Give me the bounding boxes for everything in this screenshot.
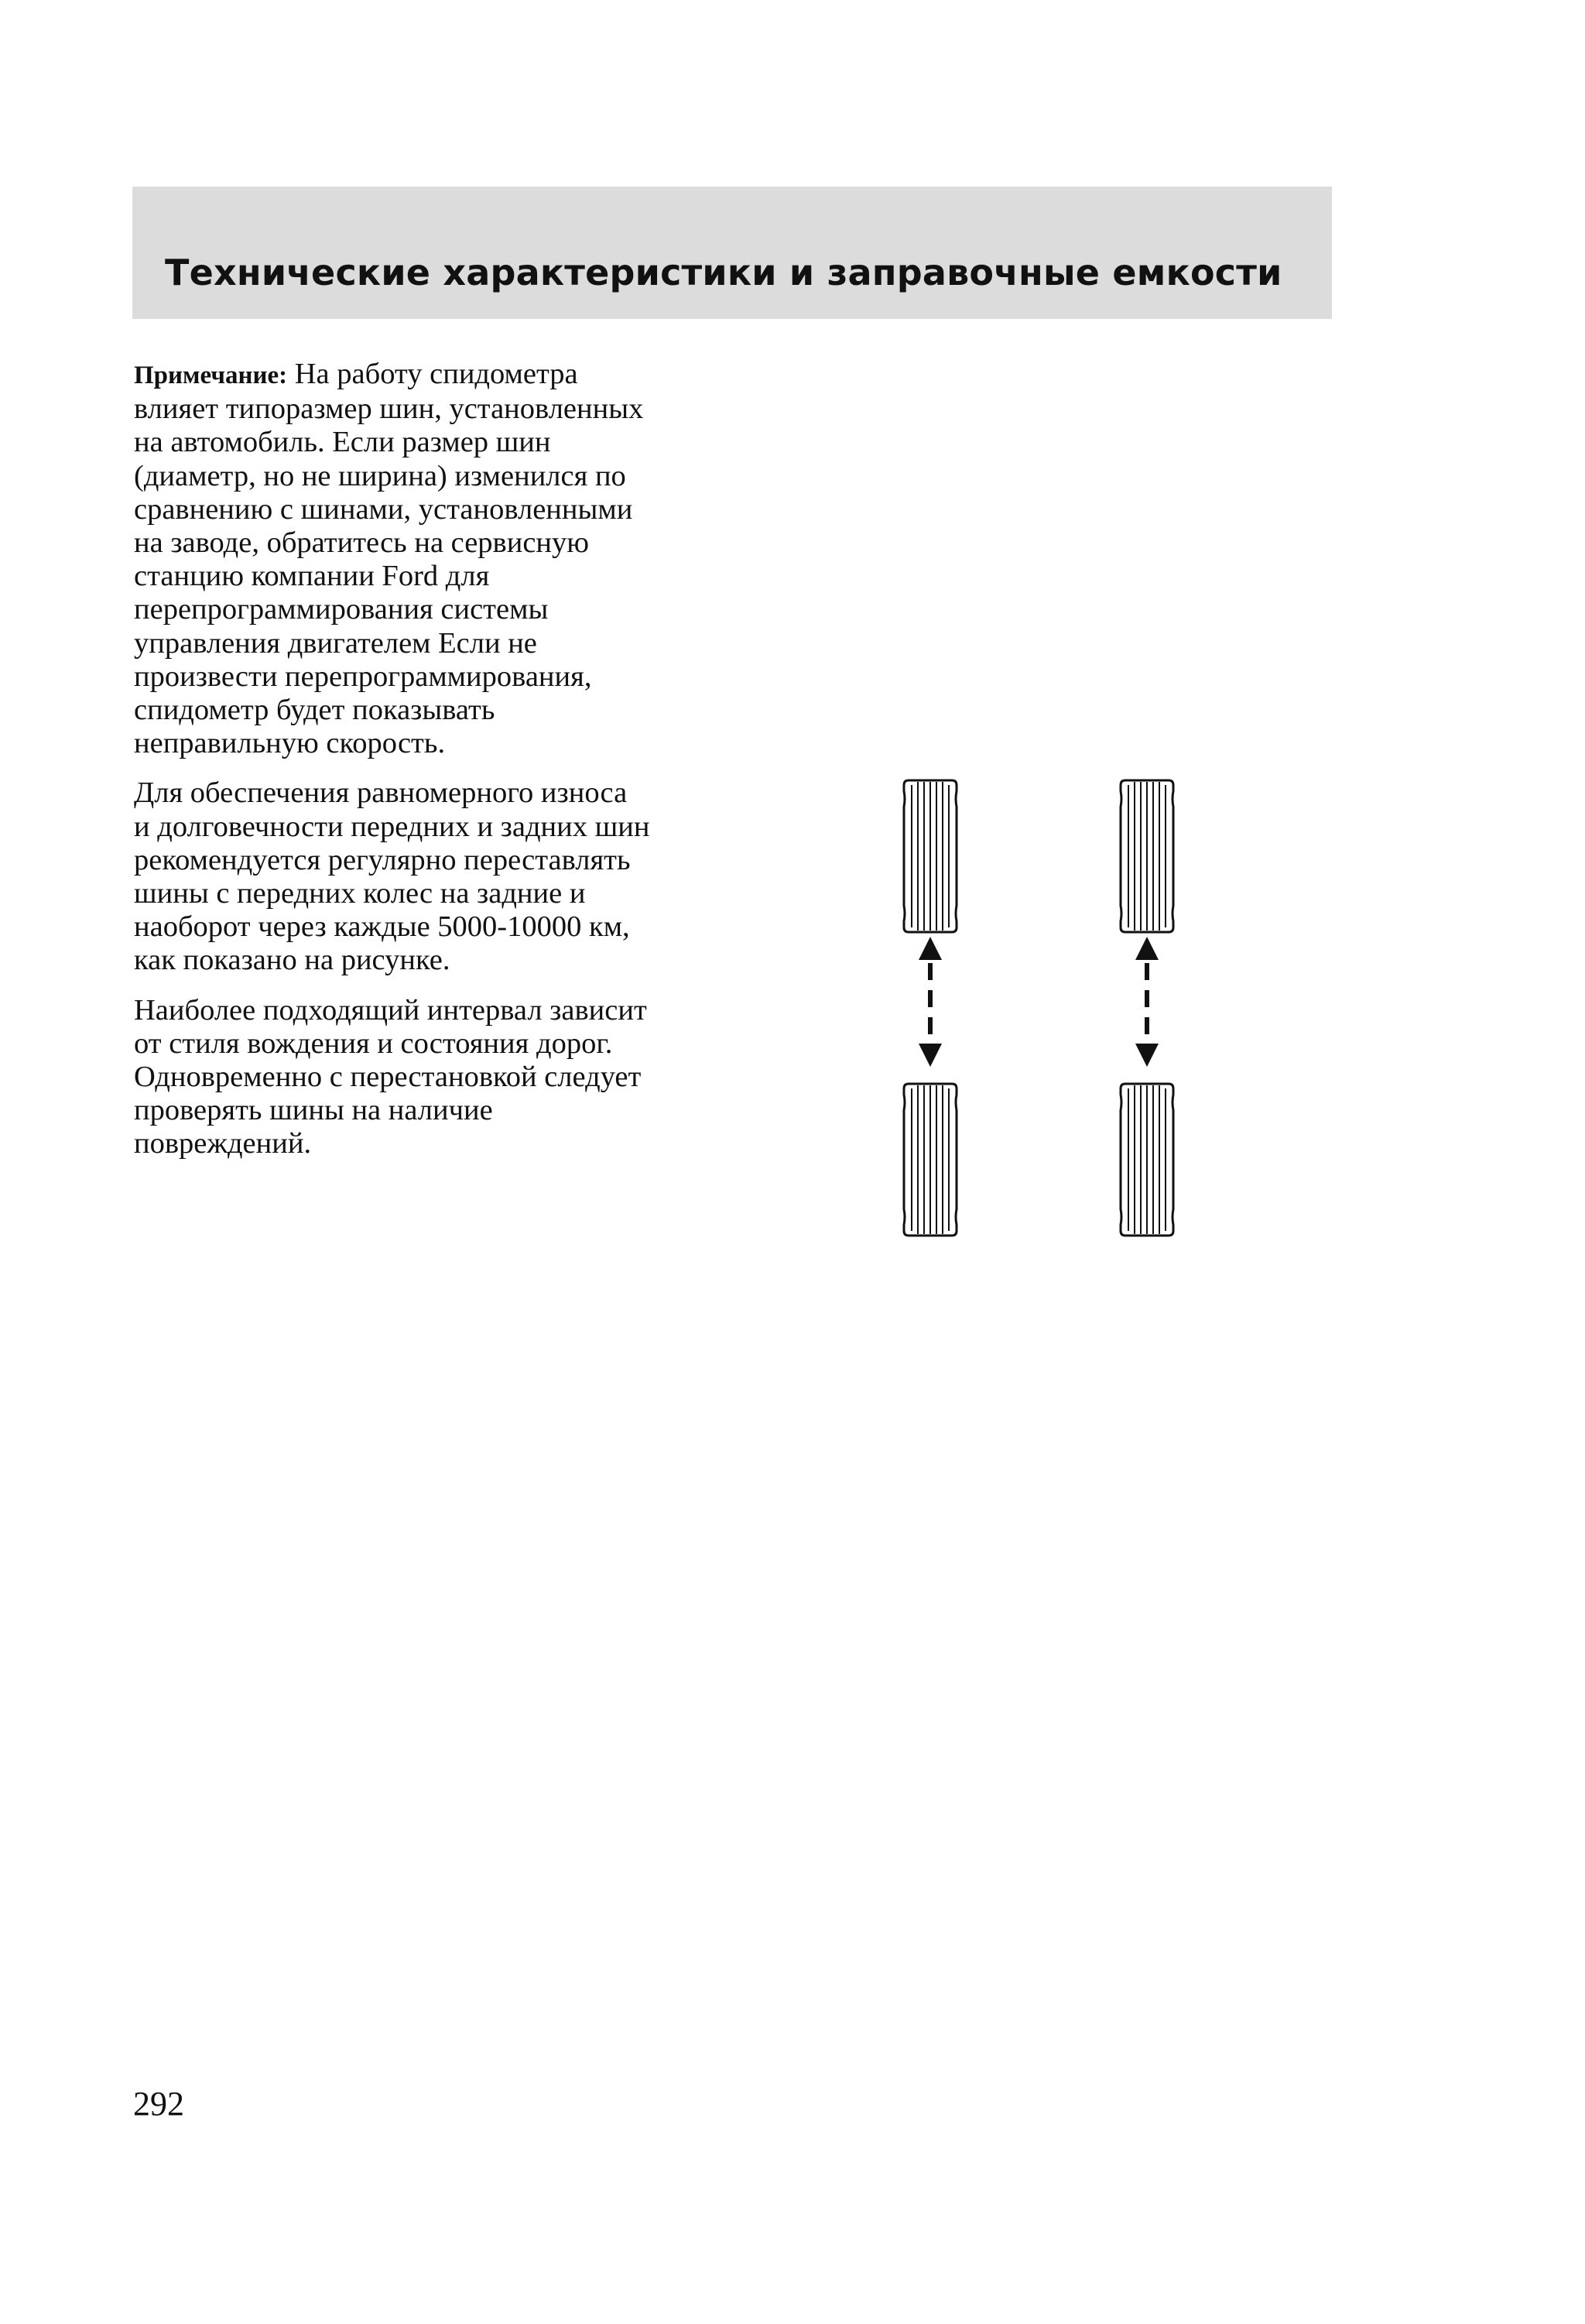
interval-line: от стиля вождения и состояния дорог. [134,1027,613,1060]
interval-line: проверять шины на наличие [134,1094,493,1127]
interval-paragraph [134,994,722,1161]
section-header [132,187,1332,319]
note-line: станцию компании Ford для [134,560,490,593]
note-paragraph [134,358,722,760]
double-arrow-icon [919,937,942,1067]
note-line: на автомобиль. Если размер шин [134,426,551,459]
note-line: произвести перепрограммирования, [134,660,592,693]
rotation-line: как показано на рисунке. [134,944,450,977]
rotation-line: Для обеспечения равномерного износа [134,776,628,810]
rotation-line: рекомендуется регулярно переставлять [134,843,631,876]
tire-icon [1121,780,1173,932]
note-line: неправильную скорость. [134,727,446,760]
note-line: на заводе, обратитесь на сервисную [134,526,590,560]
interval-line: Наиболее подходящий интервал зависит [134,993,647,1027]
rotation-line: и долговечности передних и задних шин [134,810,650,843]
note-line: управления двигателем Если не [134,626,537,660]
tire-icon [1121,1084,1173,1236]
tire-icon [904,780,957,932]
page-number: 292 [133,2085,184,2123]
note-line: (диаметр, но не ширина) изменился по [134,459,626,492]
note-label: Примечание: [134,362,288,389]
body-text [134,358,722,1177]
section-title: Технические характеристики и заправочные емкости [165,252,1282,293]
note-line: сравнению с шинами, установленными [134,492,633,526]
note-line: На работу спидометра [287,358,578,390]
rotation-paragraph [134,776,722,977]
tire-icon [904,1084,957,1236]
interval-line: Одновременно с перестановкой следует [134,1061,642,1094]
rotation-line: наоборот через каждые 5000-10000 км, [134,910,630,944]
note-line: спидометр будет показывать [134,694,495,727]
text-line [134,358,722,392]
double-arrow-icon [1135,937,1159,1067]
rotation-line: шины с передних колес на задние и [134,877,586,910]
note-line: перепрограммирования системы [134,593,549,626]
interval-line: повреждений. [134,1127,312,1160]
note-line: влияет типоразмер шин, установленных [134,392,644,426]
tire-rotation-diagram [851,766,1238,1246]
